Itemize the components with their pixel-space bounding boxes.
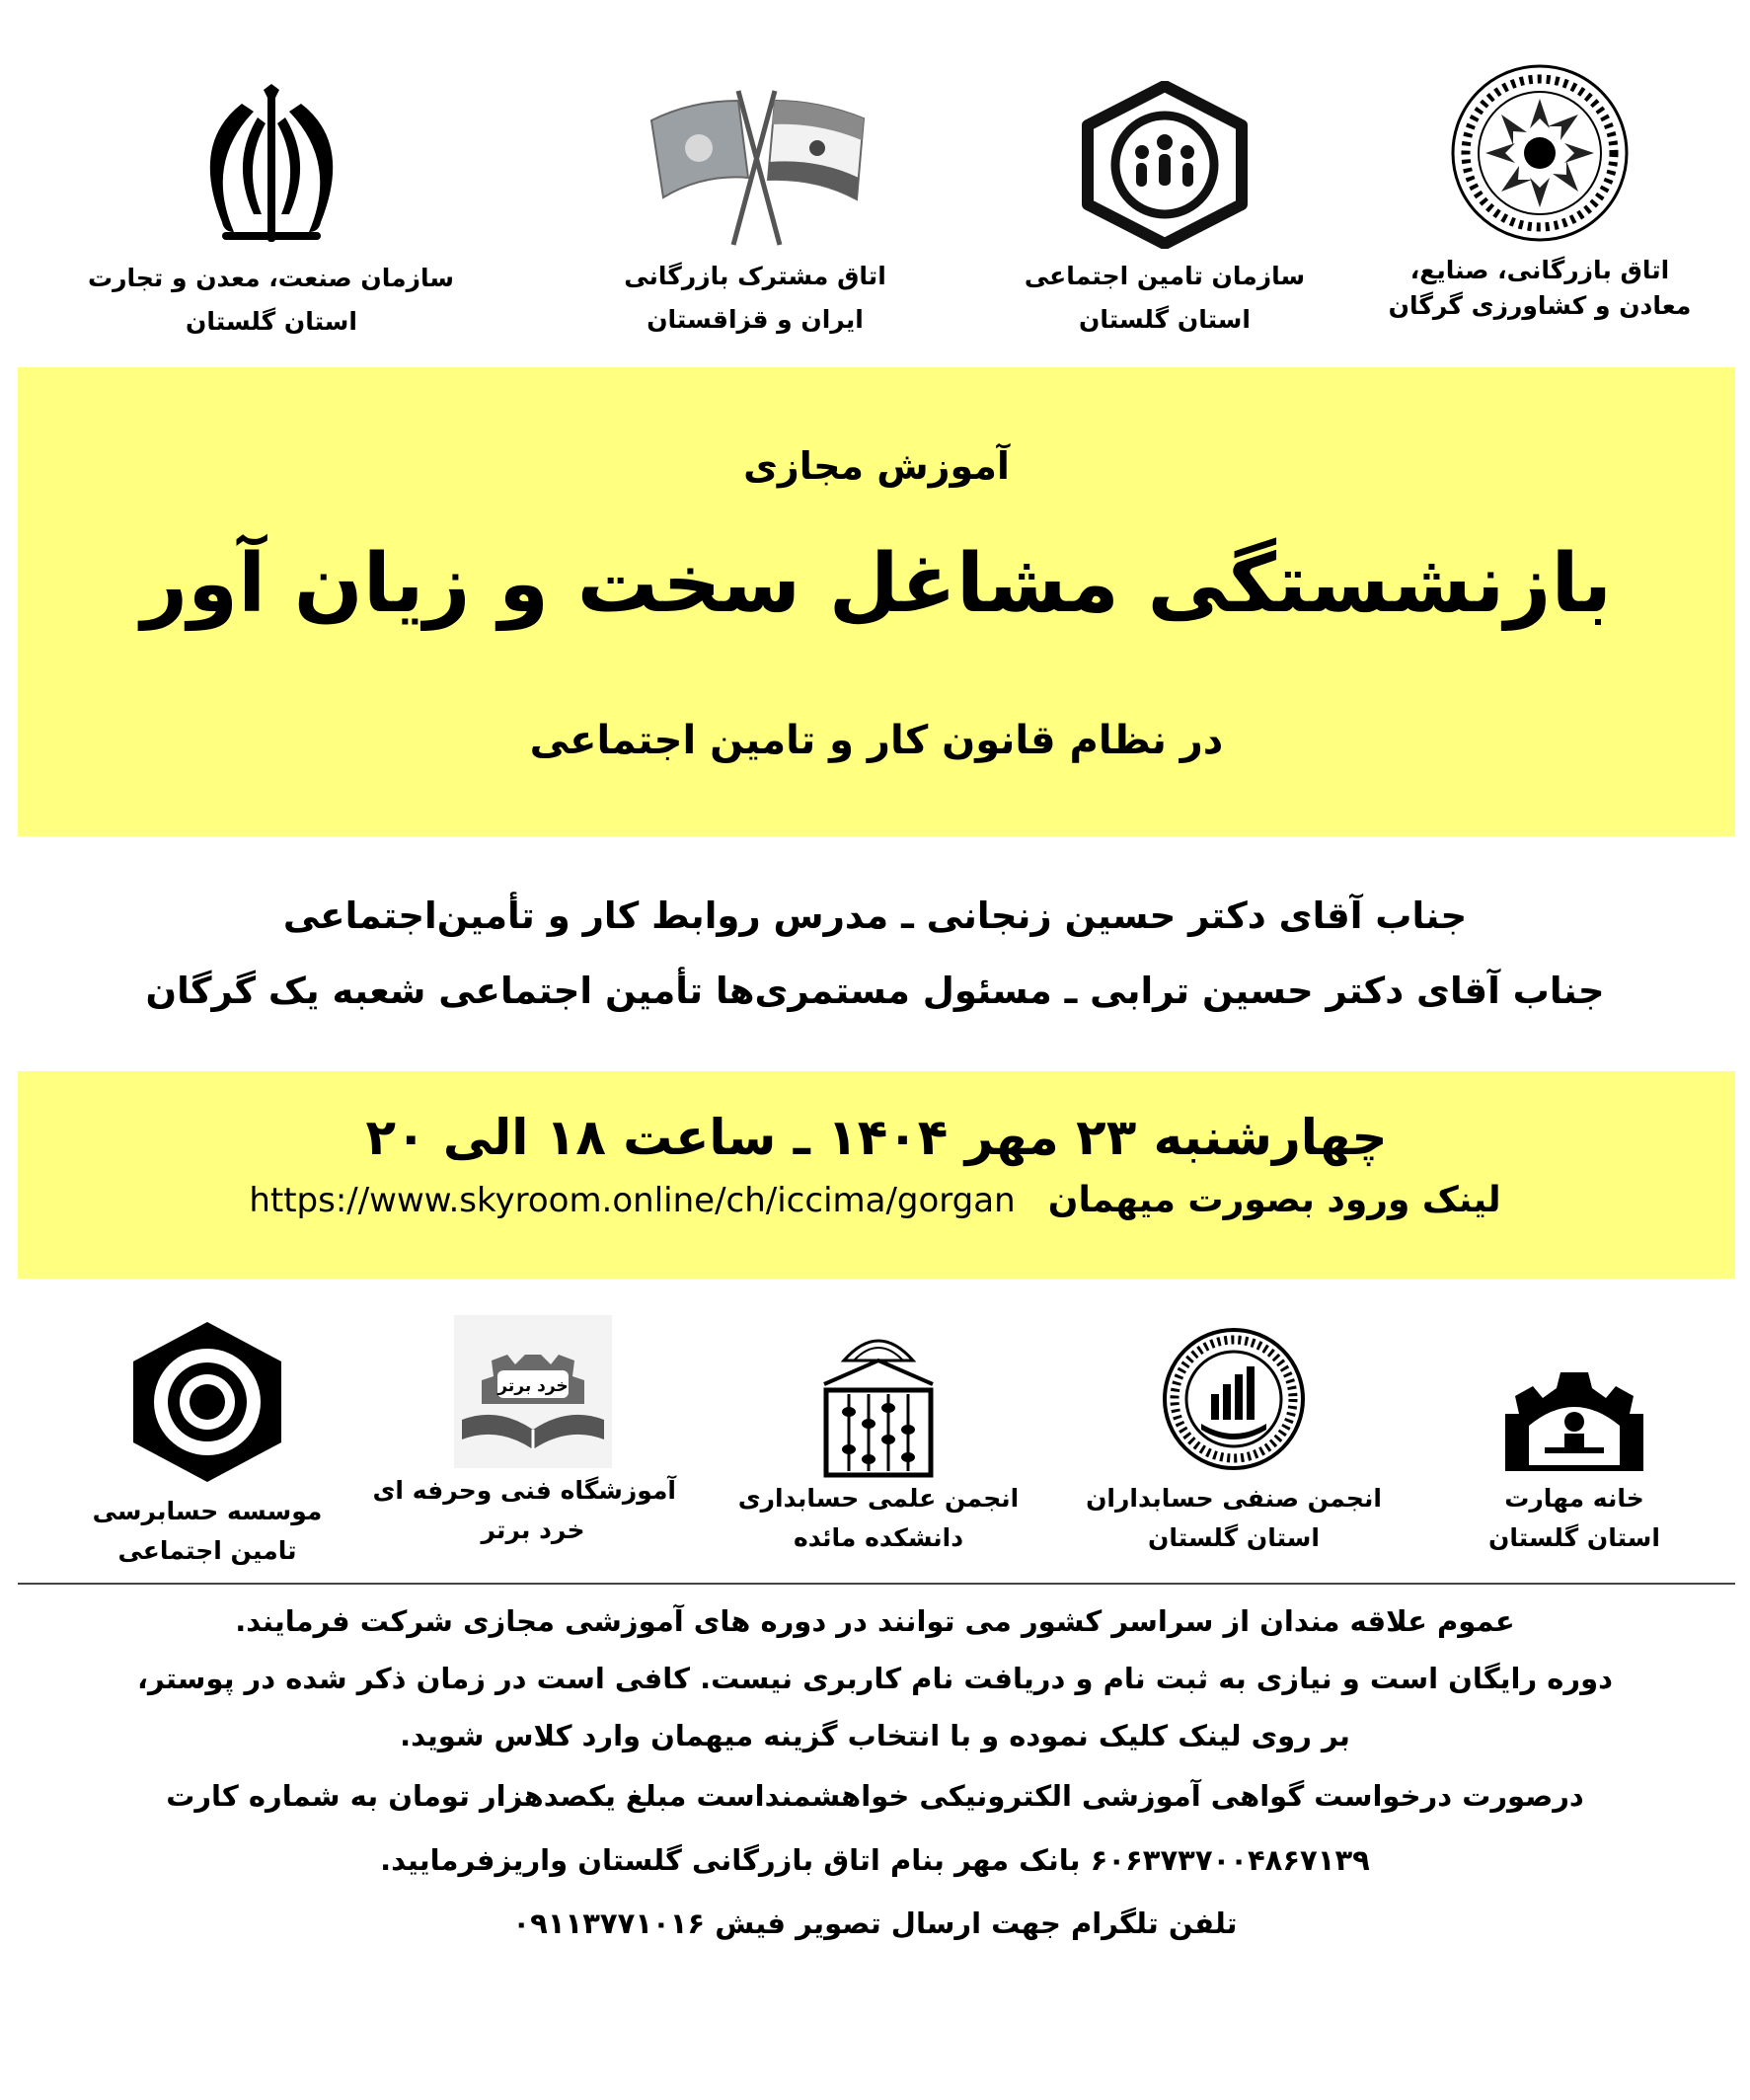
logo-caption-line2: خرد برتر <box>481 1516 585 1544</box>
accountants-guild-seal-icon <box>1160 1325 1308 1473</box>
title-banner <box>18 367 1735 836</box>
event-datetime: چهارشنبه ۲۳ مهر ۱۴۰۴ ـ ساعت ۱۸ الی ۲۰ <box>365 1109 1388 1166</box>
iran-emblem-icon <box>183 84 360 247</box>
logo-maedeh-accounting <box>735 1321 1022 1558</box>
audit-institute-ring-icon <box>123 1318 291 1486</box>
skills-house-gear-icon <box>1485 1345 1663 1473</box>
gear-book-icon <box>434 1313 632 1471</box>
speaker-line-2: جناب آقای دکتر حسین ترابی ـ مسئول مستمری‌ها تأمین اجتماعی شعبه یک گرگان <box>145 970 1605 1012</box>
guest-link-url[interactable]: https://www.skyroom.online/ch/iccima/gorgan <box>249 1181 1016 1220</box>
logo-accountants-guild <box>1086 1325 1382 1558</box>
logo-social-security <box>997 81 1332 344</box>
logo-iran-kazakhstan <box>612 79 898 344</box>
guest-link-line <box>0 1180 1750 1220</box>
info-line-2: دوره رایگان است و نیازی به ثبت نام و دریافت نام کاربری نیست. کافی است در زمان ذکر شده در پوستر، <box>136 1662 1614 1695</box>
gear-book-badge: خرد برتر <box>497 1376 569 1396</box>
logo-industry-mine-trade <box>89 84 454 346</box>
logo-caption-line2: ایران و قزاقستان <box>647 305 864 334</box>
logo-caption-line1: سازمان صنعت، معدن و تجارت <box>87 264 454 292</box>
banner-title: بازنشستگی مشاغل سخت و زیان آور <box>140 537 1613 631</box>
abacus-building-icon <box>804 1321 952 1479</box>
logo-caption-line1: خانه مهارت <box>1504 1484 1644 1513</box>
logo-caption-line2: استان گلستان <box>1488 1523 1660 1552</box>
logo-iccima-gorgan <box>1377 59 1703 330</box>
logo-kherad-bartar <box>372 1313 676 1550</box>
logo-caption-line2: معادن و کشاورزی گرگان <box>1388 291 1692 320</box>
iccima-gorgan-seal-icon <box>1446 59 1634 247</box>
banner-subtitle: در نظام قانون کار و تامین اجتماعی <box>529 718 1224 763</box>
logo-caption-line1: اتاق بازرگانی، صنایع، <box>1409 256 1670 284</box>
social-security-organization-icon <box>1081 81 1249 249</box>
info-line-1: عموم علاقه مندان از سراسر کشور می توانند در دوره های آموزشی مجازی شرکت فرمایند. <box>235 1604 1515 1638</box>
logo-caption-line1: انجمن علمی حسابداری <box>737 1484 1020 1513</box>
info-line-6: تلفن تلگرام جهت ارسال تصویر فیش ۰۹۱۱۳۷۷۱۰۱۶ <box>512 1906 1238 1940</box>
logo-caption-line1: آموزشگاه فنی وحرفه ای <box>372 1476 676 1505</box>
logo-caption-line2: استان گلستان <box>186 307 357 336</box>
info-line-3: بر روی لینک کلیک نموده و با انتخاب گزینه میهمان وارد کلاس شوید. <box>400 1719 1350 1752</box>
logo-caption-line2: دانشکده مائده <box>793 1523 964 1552</box>
logo-caption-line2: تامین اجتماعی <box>117 1536 297 1565</box>
logo-caption-line1: سازمان تامین اجتماعی <box>1024 262 1306 290</box>
logo-caption-line1: اتاق مشترک بازرگانی <box>624 262 886 290</box>
schedule-banner <box>18 1071 1735 1279</box>
info-line-4: درصورت درخواست گواهی آموزشی الکترونیکی خواهشمنداست مبلغ یکصدهزار تومان به شماره کارت <box>166 1779 1584 1813</box>
logo-caption-line1: انجمن صنفی حسابداران <box>1086 1484 1382 1513</box>
info-line-5: ۶۰۶۳۷۳۷۰۰۴۸۶۷۱۳۹ بانک مهر بنام اتاق بازرگانی گلستان واریزفرمایید. <box>380 1843 1370 1877</box>
logo-audit-institute <box>69 1318 345 1571</box>
logo-caption-line2: استان گلستان <box>1148 1523 1320 1552</box>
logo-caption-line2: استان گلستان <box>1079 305 1251 334</box>
logo-caption-line1: موسسه حسابرسی <box>92 1497 323 1525</box>
guest-link-label: لینک ورود بصورت میهمان <box>1047 1180 1501 1220</box>
iran-kazakhstan-flags-icon <box>632 79 878 247</box>
section-divider <box>18 1583 1735 1585</box>
logo-skills-house <box>1451 1345 1698 1558</box>
speaker-line-1: جناب آقای دکتر حسین زنجانی ـ مدرس روابط کار و تأمین‌اجتماعی <box>282 894 1468 937</box>
banner-kicker: آموزش مجازی <box>743 444 1010 488</box>
